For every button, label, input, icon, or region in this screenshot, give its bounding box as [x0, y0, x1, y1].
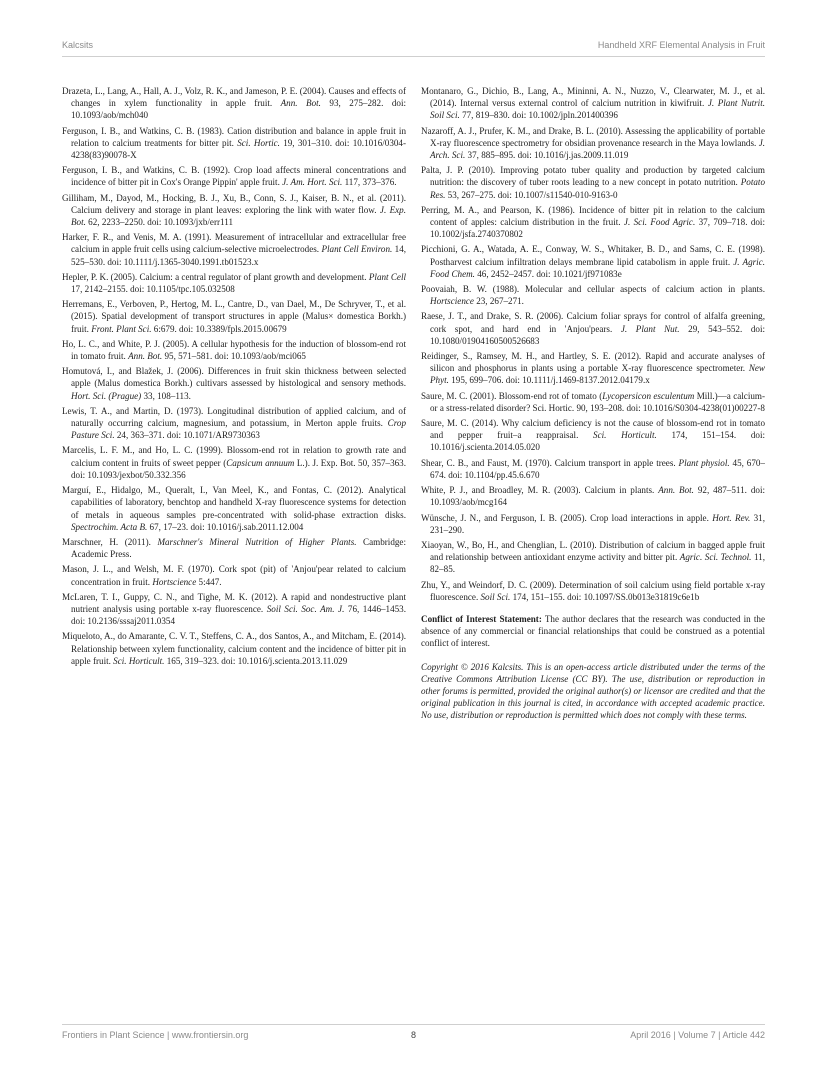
reference-details: L.). J. Exp. Bot. 50, 357–363. doi: 10.1093/jexbot/50.332.356	[71, 457, 406, 480]
reference-details: 33, 108–113.	[141, 390, 191, 401]
reference-details: 24, 363–371. doi: 10.1071/AR9730363	[114, 430, 260, 441]
reference-text: Homutová, I., and Blažek, J. (2006). Differences in fruit skin thickness between selected apple (Malus domestica Borkh.) cultivars assessed by histological and sensory methods.	[62, 366, 406, 389]
reference-entry	[62, 630, 406, 667]
reference-entry	[421, 539, 765, 576]
reference-details: Mill.)—a calcium-or a stress-related disorder? Sci. Hortic. 90, 193–208. doi: 10.1016/S0304-4238(01)00227-8	[430, 390, 765, 413]
page-number: 8	[410, 1030, 416, 1040]
reference-journal: Ann. Bot.	[128, 351, 163, 362]
footer-journal[interactable]: Frontiers in Plant Science | www.frontiersin.org	[62, 1030, 249, 1040]
reference-text: Harker, F. R., and Venis, M. A. (1991). Measurement of intracellular and extracellular free calcium in apple fruit cells using calcium-selective microelectrodes.	[62, 232, 406, 255]
reference-entry	[421, 283, 765, 307]
footer-issue: April 2016 | Volume 7 | Article 442	[630, 1030, 765, 1040]
reference-details: 23, 267–271.	[473, 296, 524, 307]
reference-text: Shear, C. B., and Faust, M. (1970). Calcium transport in apple trees.	[421, 457, 679, 468]
reference-journal: J. Am. Hort. Sci.	[282, 177, 343, 188]
copyright-notice: Copyright © 2016 Kalcsits. This is an open-access article distributed under the terms of the Creative Commons Attribution License (CC BY). The use, distribution or reproduction in other forums is permitted, provided the original author(s) or licensor are credited and that the original publication in this journal is cited, in accordance with accepted academic practice. No use, distribution or reproduction is permitted which does not comply with these terms.	[421, 661, 765, 721]
reference-entry	[421, 350, 765, 387]
reference-journal: Soil Sci.	[480, 591, 511, 602]
reference-details: 95, 571–581. doi: 10.1093/aob/mci065	[162, 351, 306, 362]
reference-journal: Ann. Bot.	[280, 98, 321, 109]
header-title: Handheld XRF Elemental Analysis in Fruit	[597, 40, 765, 50]
reference-text: Marschner, H. (2011).	[62, 536, 158, 547]
reference-details: 37, 709–718. doi: 10.1002/jsfa.2740370802	[430, 217, 765, 240]
reference-journal: Crop Pasture Sci.	[71, 418, 406, 441]
reference-details: 77, 819–830. doi: 10.1002/jpln.201400396	[459, 110, 618, 121]
reference-entry	[62, 536, 406, 560]
reference-entry	[421, 390, 765, 414]
conflict-heading: Conflict of Interest Statement:	[421, 613, 542, 624]
reference-text: Nazaroff, A. J., Prufer, K. M., and Drake, B. L. (2010). Assessing the applicability of portable X-ray fluorescence spectrometry for obsidian provenance research in the Maya lowlands.	[421, 125, 765, 148]
reference-text: Drazeta, L., Lang, A., Hall, A. J., Volz, R. K., and Jameson, P. E. (2004). Causes and effects of changes in xylem functionality in apple fruit.	[62, 86, 406, 109]
reference-journal: Ann. Bot.	[658, 485, 694, 496]
reference-journal: Sci. Hortic.	[237, 137, 280, 148]
reference-journal: Hortscience	[152, 576, 197, 587]
page-footer	[62, 1030, 765, 1044]
reference-journal: J. Agric. Food Chem.	[430, 256, 765, 279]
reference-text: Reidinger, S., Ramsey, M. H., and Hartley, S. E. (2012). Rapid and accurate analyses of silicon and phosphorus in plants using a portable X-ray fluorescence spectrometer.	[421, 351, 765, 374]
reference-entry	[421, 125, 765, 162]
reference-entry	[62, 591, 406, 628]
reference-details: 76, 1446–1453. doi: 10.2136/sssaj2011.0354	[71, 603, 406, 627]
reference-details: 174, 151–154. doi: 10.1016/j.scienta.2014.05.020	[430, 430, 765, 453]
reference-details: 29, 543–552. doi: 10.1080/01904160500526683	[430, 323, 765, 346]
reference-journal: Sci. Horticult.	[113, 655, 165, 666]
reference-journal: Hort. Sci. (Prague)	[71, 390, 142, 401]
reference-details: 19, 301–310. doi: 10.1016/0304-4238(83)90078-X	[71, 137, 406, 161]
reference-entry	[421, 457, 765, 481]
reference-entry	[421, 204, 765, 241]
reference-details: 14, 525–530. doi: 10.1111/j.1365-3040.1991.tb01523.x	[71, 244, 407, 267]
reference-text: Xiaoyan, W., Bo, H., and Chenglian, L. (2010). Distribution of calcium in bagged apple fruit and relationship between antioxidant enzyme activity and bitter pit.	[421, 539, 765, 563]
running-header	[62, 40, 765, 56]
reference-text: Miqueloto, A., do Amarante, C. V. T., Steffens, C. A., dos Santos, A., and Mitcham, E. (2014). Relationship between xylem functionality, calcium content and the incidence of bitter pit in apple fruit.	[62, 631, 406, 666]
reference-entry	[62, 563, 406, 587]
reference-journal: New Phyt.	[430, 363, 765, 386]
reference-entry	[62, 405, 406, 442]
reference-entry	[62, 192, 406, 229]
reference-details: 195, 699–706. doi: 10.1111/j.1469-8137.2012.04179.x	[448, 375, 650, 386]
reference-text: White, P. J., and Broadley, M. R. (2003). Calcium in plants.	[421, 485, 659, 496]
conflict-of-interest	[421, 613, 765, 650]
reference-journal: J. Sci. Food Agric.	[623, 217, 696, 228]
reference-details: 62, 2233–2250. doi: 10.1093/jxb/err111	[85, 217, 233, 228]
reference-text: Saure, M. C. (2001). Blossom-end rot of tomato (	[421, 390, 603, 401]
reference-details: 93, 275–282. doi: 10.1093/aob/mch040	[71, 98, 406, 121]
header-divider	[62, 56, 765, 57]
reference-details: 53, 267–275. doi: 10.1007/s11540-010-9163-0	[445, 189, 618, 200]
reference-text: McLaren, T. I., Guppy, C. N., and Tighe, M. K. (2012). A rapid and nondestructive plant nutrient analysis using portable x-ray fluorescence.	[62, 591, 406, 614]
reference-journal: Sci. Horticult.	[593, 430, 657, 441]
reference-text: Montanaro, G., Dichio, B., Lang, A., Mininni, A. N., Nuzzo, V., Clearwater, M. J., et al. (2014). Internal versus external control of calcium nutrition in kiwifruit.	[421, 86, 765, 109]
reference-details: 17, 2142–2155. doi: 10.1105/tpc.105.032508	[71, 284, 235, 295]
reference-text: Mason, J. L., and Welsh, M. F. (1970). Cork spot (pit) of 'Anjou'pear related to calcium concentration in fruit.	[62, 564, 406, 587]
reference-entry	[421, 164, 765, 201]
reference-journal: Plant Cell	[368, 271, 406, 282]
reference-journal: J. Exp. Bot.	[71, 204, 406, 228]
reference-text: Picchioni, G. A., Watada, A. E., Conway, W. S., Whitaker, B. D., and Sams, C. E. (1998). Postharvest calcium infiltration delays membrane lipid catabolism in apple fruit.	[421, 244, 765, 267]
reference-journal: Hort. Rev.	[712, 512, 751, 523]
reference-details: 92, 487–511. doi: 10.1093/aob/mcg164	[430, 485, 765, 508]
reference-journal: Potato Res.	[430, 177, 765, 200]
reference-text: Palta, J. P. (2010). Improving potato tuber quality and production by targeted calcium nutrition: the discovery of tuber roots leading to a new concept in potato nutrition.	[421, 165, 765, 188]
reference-text: Ho, L. C., and White, P. J. (2005). A cellular hypothesis for the induction of blossom-end rot in tomato fruit.	[62, 338, 406, 362]
reference-journal: Plant physiol.	[678, 457, 730, 468]
reference-details: 37, 885–895. doi: 10.1016/j.jas.2009.11.019	[465, 150, 629, 161]
reference-entry	[62, 164, 406, 188]
reference-journal: Hortscience	[430, 296, 474, 307]
reference-journal: Agric. Sci. Technol.	[679, 552, 752, 563]
reference-entry	[62, 365, 406, 402]
reference-entry	[62, 338, 406, 362]
reference-entry	[62, 484, 406, 533]
footer-divider	[62, 1024, 765, 1025]
reference-entry	[421, 243, 765, 280]
reference-entry	[62, 444, 406, 481]
reference-entry	[421, 310, 765, 347]
header-author: Kalcsits	[62, 40, 94, 50]
reference-text: Herremans, E., Verboven, P., Hertog, M. L., Cantre, D., van Dael, M., De Schryver, T., et al. (2015). Spatial development of transport structures in apple (Malus× domestica Borkh.) fruit.	[62, 299, 406, 334]
reference-text: Ferguson, I. B., and Watkins, C. B. (1983). Cation distribution and balance in apple fruit in relation to calcium treatments for bitter pit.	[62, 125, 406, 148]
reference-entry	[62, 125, 406, 162]
reference-entry	[62, 298, 406, 335]
reference-details: 31, 231–290.	[430, 512, 766, 535]
reference-details: 117, 373–376.	[342, 177, 397, 188]
reference-text: Zhu, Y., and Weindorf, D. C. (2009). Determination of soil calcium using field portable x-ray fluorescence.	[421, 579, 765, 602]
reference-entry	[421, 417, 765, 454]
reference-text: Wünsche, J. N., and Ferguson, I. B. (2005). Crop load interactions in apple.	[421, 512, 713, 523]
reference-entry	[62, 231, 406, 268]
reference-journal: J. Plant Nut.	[620, 323, 680, 334]
references-column-left	[62, 85, 406, 670]
reference-text: Ferguson, I. B., and Watkins, C. B. (1992). Crop load affects mineral concentrations and incidence of bitter pit in Cox's Orange Pippin' apple fruit.	[62, 165, 406, 188]
reference-details: 165, 319–323. doi: 10.1016/j.scienta.2013.11.029	[164, 655, 348, 666]
reference-journal: Lycopersicon esculentum	[602, 390, 695, 401]
reference-entry	[62, 271, 406, 295]
reference-text: Lewis, T. A., and Martin, D. (1973). Longitudinal distribution of applied calcium, and of naturally occurring calcium, magnesium, and potassium, in Merton apple fruits.	[62, 405, 406, 429]
reference-text: Perring, M. A., and Pearson, K. (1986). Incidence of bitter pit in relation to the calcium content of apples: calcium distribution in the fruit.	[421, 204, 765, 228]
reference-journal: Soil Sci. Soc. Am. J.	[266, 603, 345, 614]
reference-journal: Marschner's Mineral Nutrition of Higher Plants.	[157, 536, 357, 547]
reference-details: 46, 2452–2457. doi: 10.1021/jf971083e	[474, 268, 622, 279]
reference-details: Cambridge: Academic Press.	[71, 536, 406, 560]
conflict-text: The author declares that the research was conducted in the absence of any commercial or financial relationships that could be construed as a potential conflict of interest.	[421, 613, 765, 649]
reference-journal: J. Plant Nutrit. Soil Sci.	[430, 98, 766, 121]
reference-entry	[421, 85, 765, 122]
reference-details: 45, 670–674. doi: 10.1104/pp.45.6.670	[430, 457, 765, 480]
reference-text: Marcelis, L. F. M., and Ho, L. C. (1999). Blossom-end rot in relation to growth rate and calcium content in fruits of sweet pepper (	[62, 445, 406, 468]
reference-journal: Plant Cell Environ.	[321, 244, 393, 255]
reference-entry	[421, 484, 765, 508]
reference-journal: Front. Plant Sci.	[91, 323, 152, 334]
references-list-right	[421, 85, 765, 603]
reference-journal: Capsicum annuum	[226, 457, 295, 468]
reference-details: 5:447.	[196, 576, 222, 587]
reference-text: Saure, M. C. (2014). Why calcium deficiency is not the cause of blossom-end rot in tomato and pepper fruit–a reappraisal.	[421, 418, 765, 441]
reference-details: 67, 17–23. doi: 10.1016/j.sab.2011.12.004	[147, 521, 304, 532]
reference-details: 11, 82–85.	[430, 552, 765, 575]
reference-text: Gilliham, M., Dayod, M., Hocking, B. J., Xu, B., Conn, S. J., Kaiser, B. N., et al. (2011). Calcium delivery and storage in plant leaves: exploring the link with water flow.	[62, 192, 406, 215]
reference-entry	[421, 579, 765, 603]
reference-entry	[421, 512, 765, 536]
reference-details: 174, 151–155. doi: 10.1097/SS.0b013e31819c6e1b	[510, 591, 700, 602]
reference-text: Raese, J. T., and Drake, S. R. (2006). Calcium foliar sprays for control of alfalfa greening, cork spot, and hard end in 'Anjou'pears.	[421, 311, 765, 334]
reference-journal: Spectrochim. Acta B.	[71, 521, 148, 532]
reference-journal: J. Arch. Sci.	[430, 137, 765, 161]
references-column-right	[421, 85, 765, 725]
reference-text: Poovaiah, B. W. (1988). Molecular and cellular aspects of calcium action in plants.	[421, 284, 765, 295]
reference-entry	[62, 85, 406, 122]
reference-text: Marguí, E., Hidalgo, M., Queralt, I., Van Meel, K., and Fontas, C. (2012). Analytical capabilities of laboratory, benchtop and handheld X-ray fluorescence systems for detection of metals in aqueous samples pre-concentrated with solid-phase extraction disks.	[62, 485, 406, 520]
reference-details: 6:679. doi: 10.3389/fpls.2015.00679	[151, 323, 287, 334]
reference-text: Hepler, P. K. (2005). Calcium: a central regulator of plant growth and development.	[62, 271, 369, 282]
